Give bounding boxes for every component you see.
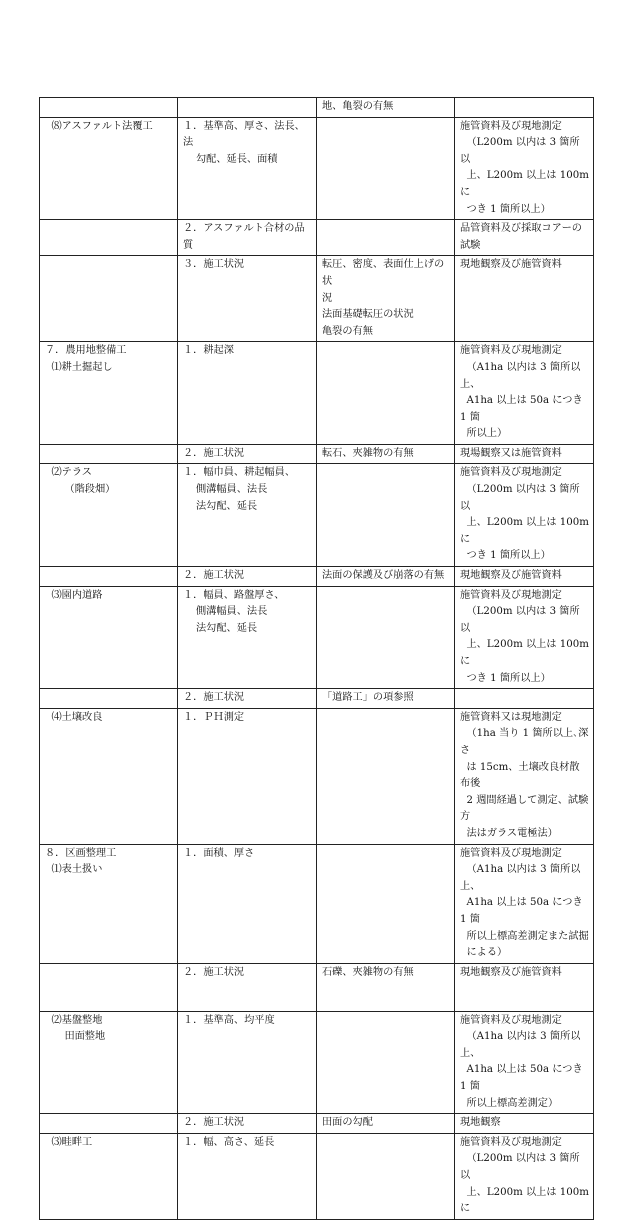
- table-cell-c3: 転石、夾雑物の有無: [317, 444, 455, 464]
- table-cell-c4: 施管資料及び現地測定 （A1ha 以内は 3 箇所以上、 A1ha 以上は 50a につき 1 箇 所以上標高差測定また試掘 による）: [455, 844, 594, 963]
- table-row: [40, 117, 594, 220]
- table-cell-c2: １．幅員、路盤厚さ、 側溝幅員、法長 法勾配、延長: [178, 586, 317, 689]
- table-cell-c3: [317, 1133, 455, 1219]
- table-cell-c1: ⑵基盤整地 田面整地: [40, 1011, 178, 1114]
- table-cell-c3: 転圧、密度、表面仕上げの状 況 法面基礎転圧の状況 亀裂の有無: [317, 256, 455, 342]
- table-cell-c3: 法面の保護及び崩落の有無: [317, 567, 455, 587]
- table-cell-c1: [40, 689, 178, 709]
- table-cell-c1: ⑶園内道路: [40, 586, 178, 689]
- table-cell-c1: ⑷土壌改良: [40, 708, 178, 844]
- table-cell-c4: 品管資料及び採取コアーの 試験: [455, 220, 594, 256]
- table-cell-c4: 現地観察及び施管資料: [455, 256, 594, 342]
- table-cell-c4: 現地観察及び施管資料: [455, 963, 594, 1011]
- table-cell-c2: [178, 98, 317, 118]
- table-cell-c3: [317, 464, 455, 567]
- table-cell-c2: ２．施工状況: [178, 689, 317, 709]
- table-cell-c2: ２．施工状況: [178, 1114, 317, 1134]
- table-row: [40, 963, 594, 1011]
- table-row: [40, 444, 594, 464]
- table-row: [40, 567, 594, 587]
- table-cell-c1: ⑶畦畔工: [40, 1133, 178, 1219]
- table-cell-c4: 施管資料又は現地測定 （1ha 当り 1 箇所以上､深さ は 15cm、土壌改良材散布後 2 週間経過して測定、試験方 法はガラス電極法）: [455, 708, 594, 844]
- table-cell-c3: [317, 117, 455, 220]
- table-row: [40, 98, 594, 118]
- table-cell-c2: １．ＰＨ測定: [178, 708, 317, 844]
- table-cell-c4: 現場観察又は施管資料: [455, 444, 594, 464]
- table-cell-c1: ⑵テラス （階段畑）: [40, 464, 178, 567]
- table-cell-c4: [455, 689, 594, 709]
- table-cell-c2: ２．施工状況: [178, 567, 317, 587]
- table-cell-c1: [40, 963, 178, 1011]
- table-cell-c4: [455, 98, 594, 118]
- table-cell-c1: [40, 256, 178, 342]
- table-cell-c2: １．面積、厚さ: [178, 844, 317, 963]
- table-cell-c2: １．耕起深: [178, 342, 317, 445]
- table-row: [40, 586, 594, 689]
- table-body: [40, 98, 594, 1220]
- table-cell-c1: [40, 444, 178, 464]
- table-cell-c4: 施管資料及び現地測定 （L200m 以内は 3 箇所以 上、L200m 以上は 100m に つき 1 箇所以上）: [455, 117, 594, 220]
- table-cell-c1: ⑻アスファルト法覆工: [40, 117, 178, 220]
- table-cell-c3: 石礫、夾雑物の有無: [317, 963, 455, 1011]
- table-cell-c3: [317, 1011, 455, 1114]
- table-cell-c4: 施管資料及び現地測定 （L200m 以内は 3 箇所以 上、L200m 以上は 100m に: [455, 1133, 594, 1219]
- table-cell-c3: 「道路工」の項参照: [317, 689, 455, 709]
- table-cell-c1: ７．農用地整備工 ⑴耕土掘起し: [40, 342, 178, 445]
- table-cell-c4: 施管資料及び現地測定 （A1ha 以内は 3 箇所以上、 A1ha 以上は 50a につき 1 箇 所以上標高差測定）: [455, 1011, 594, 1114]
- table-cell-c4: 現地観察及び施管資料: [455, 567, 594, 587]
- inspection-standards-table: [39, 97, 594, 1220]
- table-cell-c1: [40, 220, 178, 256]
- table-row: [40, 342, 594, 445]
- table-cell-c2: ２．アスファルト合材の品質: [178, 220, 317, 256]
- table-row: [40, 844, 594, 963]
- table-cell-c1: [40, 1114, 178, 1134]
- table-cell-c2: １．基準高、均平度: [178, 1011, 317, 1114]
- table-row: [40, 1011, 594, 1114]
- table-cell-c1: ８．区画整理工 ⑴表土扱い: [40, 844, 178, 963]
- table-cell-c3: [317, 342, 455, 445]
- table-cell-c3: [317, 844, 455, 963]
- table-cell-c4: 施管資料及び現地測定 （L200m 以内は 3 箇所以 上、L200m 以上は 100m に つき 1 箇所以上）: [455, 586, 594, 689]
- table-cell-c2: ２．施工状況: [178, 444, 317, 464]
- table-row: [40, 220, 594, 256]
- table-cell-c3: 田面の勾配: [317, 1114, 455, 1134]
- table-cell-c1: [40, 98, 178, 118]
- table-cell-c3: [317, 586, 455, 689]
- table-cell-c4: 施管資料及び現地測定 （L200m 以内は 3 箇所以 上、L200m 以上は 100m に つき 1 箇所以上）: [455, 464, 594, 567]
- table-row: [40, 464, 594, 567]
- table-cell-c4: 現地観察: [455, 1114, 594, 1134]
- table-cell-c2: ２．施工状況: [178, 963, 317, 1011]
- table-row: [40, 708, 594, 844]
- table-cell-c1: [40, 567, 178, 587]
- table-cell-c4: 施管資料及び現地測定 （A1ha 以内は 3 箇所以上、 A1ha 以上は 50a につき 1 箇 所以上）: [455, 342, 594, 445]
- table-cell-c3: 地、亀裂の有無: [317, 98, 455, 118]
- table-cell-c2: １．基準高、厚さ、法長、法 勾配、延長、面積: [178, 117, 317, 220]
- table-row: [40, 1133, 594, 1219]
- table-row: [40, 1114, 594, 1134]
- table-row: [40, 256, 594, 342]
- table-row: [40, 689, 594, 709]
- table-cell-c2: １．幅巾員、耕起幅員、 側溝幅員、法長 法勾配、延長: [178, 464, 317, 567]
- table-cell-c2: １．幅、高さ、延長: [178, 1133, 317, 1219]
- table-cell-c2: ３．施工状況: [178, 256, 317, 342]
- table-cell-c3: [317, 708, 455, 844]
- table-cell-c3: [317, 220, 455, 256]
